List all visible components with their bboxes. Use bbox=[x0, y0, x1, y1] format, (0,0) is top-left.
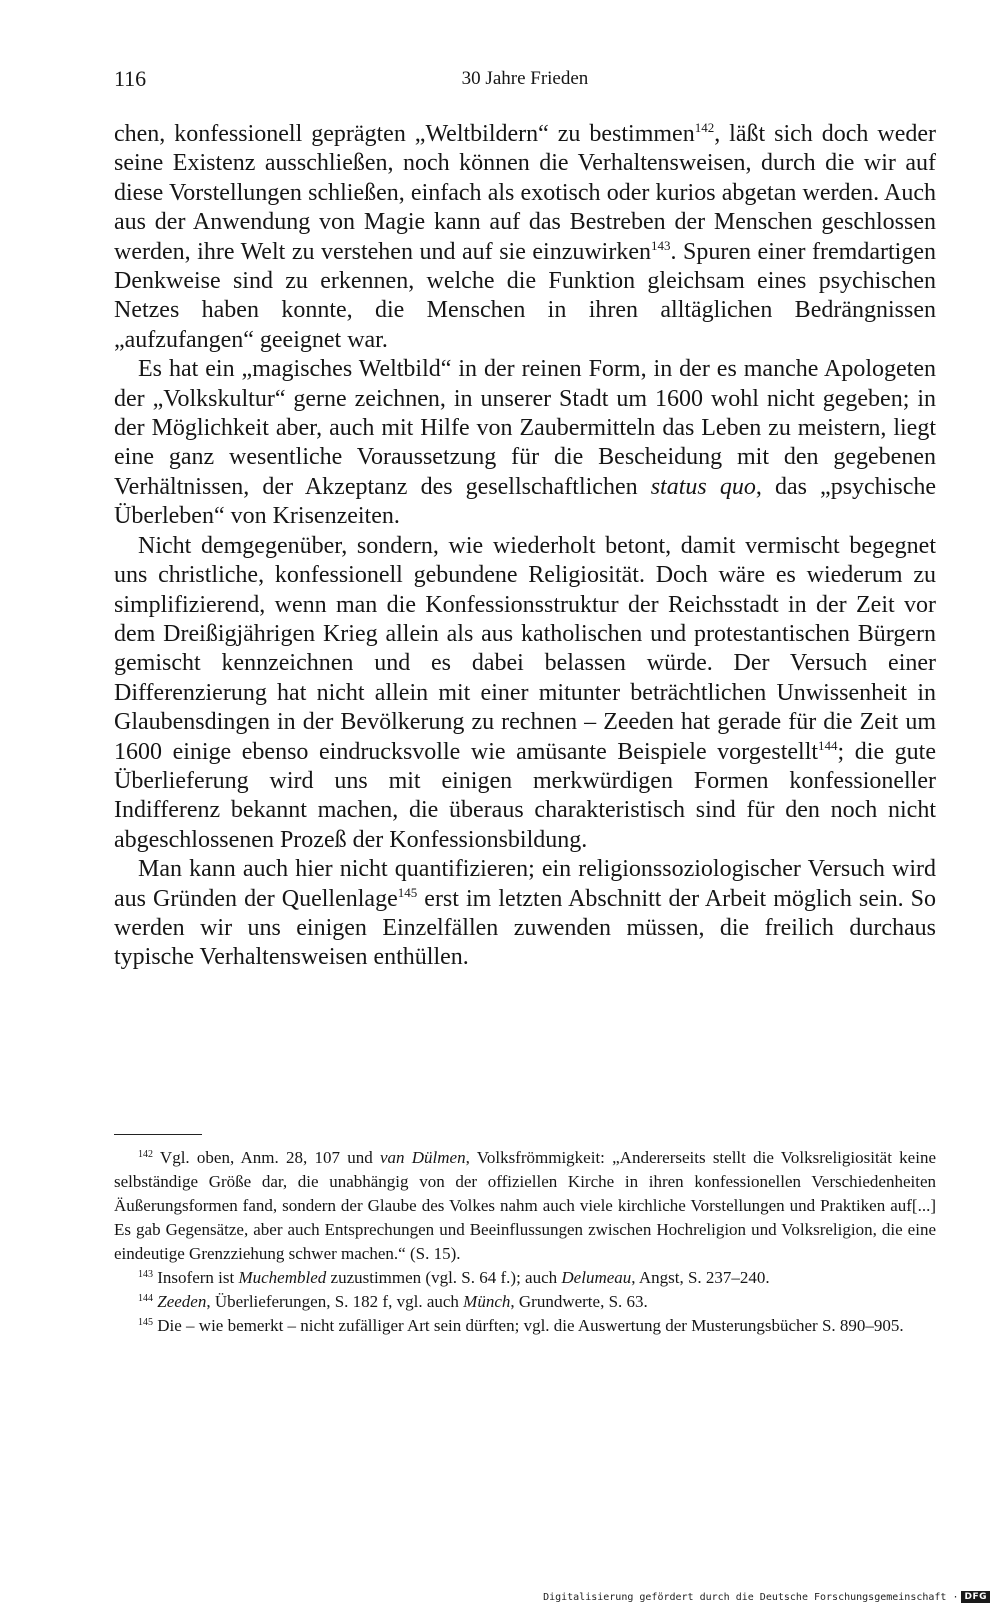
paragraph-2: Es hat ein „magisches Weltbild“ in der reinen Form, in der es manche Apologeten der „Volkskultur“ gerne zeichnen, in unserer Stadt um 1600 wohl nicht gegeben; in der Möglichkeit aber, auch mit Hilfe von Zaubermitteln das Leben zu meistern, liegt eine ganz wesentliche Voraussetzung für die Bescheidung mit den gegebenen Verhältnissen, der Akzeptanz des gesellschaftlichen status quo, das „psychische Überleben“ von Krisenzeiten. bbox=[114, 356, 936, 530]
footnote-145: $^{145}$ Die – wie bemerkt – nicht zufälliger Art sein dürften; vgl. die Auswertung der Musterungsbücher S. 890–905. bbox=[138, 1316, 904, 1335]
page-number: 116 bbox=[114, 66, 147, 91]
credit-text: Digitalisierung gefördert durch die Deutsche Forschungsgemeinschaft · bbox=[543, 1591, 959, 1603]
footnote-ref-142: 142 bbox=[694, 120, 715, 135]
page-header bbox=[114, 66, 936, 98]
footnote-ref-143: 143 bbox=[651, 237, 671, 253]
body-text bbox=[114, 120, 936, 973]
footnote-ref-145: 145 bbox=[397, 884, 418, 900]
digitization-credit bbox=[543, 1591, 990, 1603]
footnote-divider bbox=[114, 1134, 202, 1135]
paragraph-1: chen, konfessionell geprägten „Weltbildern“ zu bestimmen$^{142}$, läßt sich doch weder seine Existenz ausschließen, noch können die Verhaltensweisen, durch die wir auf diese Vorstellungen schließen, einfach als exotisch oder kurios abgetan werden. Auch aus der Anwendung von Magie kann auf das Bestreben der Menschen geschlossen werden, ihre Welt zu verstehen und auf sie einzuwirken$^{143}$. Spuren einer fremdartigen Denkweise sind zu erkennen, welche die Funktion gleichsam eines psychischen Netzes haben konnte, die Menschen in ihren alltäglichen Bedrängnissen „aufzufangen“ geeignet war. bbox=[114, 120, 936, 353]
running-title: 30 Jahre Frieden bbox=[461, 68, 589, 89]
italic-term: status quo bbox=[650, 473, 756, 500]
dfg-logo: DFG bbox=[961, 1591, 990, 1603]
footnote-143: $^{143}$ Insofern ist Muchembled zuzustimmen (vgl. S. 64 f.); auch Delumeau, Angst, S. 237–240. bbox=[138, 1268, 770, 1287]
footnotes bbox=[114, 1146, 936, 1338]
paragraph-4: Man kann auch hier nicht quantifizieren; ein religionssoziologischer Versuch wird aus Gründen der Quellenlage$^{145}$ erst im letzten Abschnitt der Arbeit möglich sein. So werden wir uns einigen Einzelfällen zuwenden müssen, die freilich durchaus typische Verhaltensweisen enthüllen. bbox=[114, 856, 936, 971]
footnote-ref-144: 144 bbox=[818, 737, 838, 753]
footnote-142: $^{142}$ Vgl. oben, Anm. 28, 107 und van Dülmen, Volksfrömmigkeit: „Andererseits stellt die Volksreligiosität keine selbständige Größe dar, die unabhängig von der offiziellen Kirche in ihren konfessionellen Verschiedenheiten Äußerungsformen fand, sondern der Glaube des Volkes nahm auch viele kirchliche Vorstellungen und Praktiken auf[...] Es gab Gegensätze, aber auch Entsprechungen und Beeinflussungen zwischen Hochreligion und Volksreligion, die eine eindeutige Grenzziehung schwer machen.“ (S. 15). bbox=[114, 1148, 936, 1263]
paragraph-3: Nicht demgegenüber, sondern, wie wiederholt betont, damit vermischt begegnet uns christliche, konfessionell gebundene Religiosität. Doch wäre es wiederum zu simplifizierend, wenn man die Konfessionsstruktur der Reichsstadt in der Zeit vor dem Dreißigjährigen Krieg allein als aus katholischen und protestantischen Bürgern gemischt kennzeichnen und es dabei belassen würde. Der Versuch einer Differenzierung hat nicht allein mit einer mitunter beträchtlichen Unwissenheit in Glaubensdingen in der Bevölkerung zu rechnen – Zeeden hat gerade für die Zeit um 1600 einige ebenso eindrucksvolle wie amüsante Beispiele vorgestellt$^{144}$; die gute Überlieferung wird uns mit einigen merkwürdigen Formen konfessioneller Indifferenz bekannt machen, die überaus charakteristisch sind für den noch nicht abgeschlossenen Prozeß der Konfessionsbildung. bbox=[114, 532, 936, 853]
footnote-144: $^{144}$ Zeeden, Überlieferungen, S. 182 f, vgl. auch Münch, Grundwerte, S. 63. bbox=[138, 1292, 648, 1311]
